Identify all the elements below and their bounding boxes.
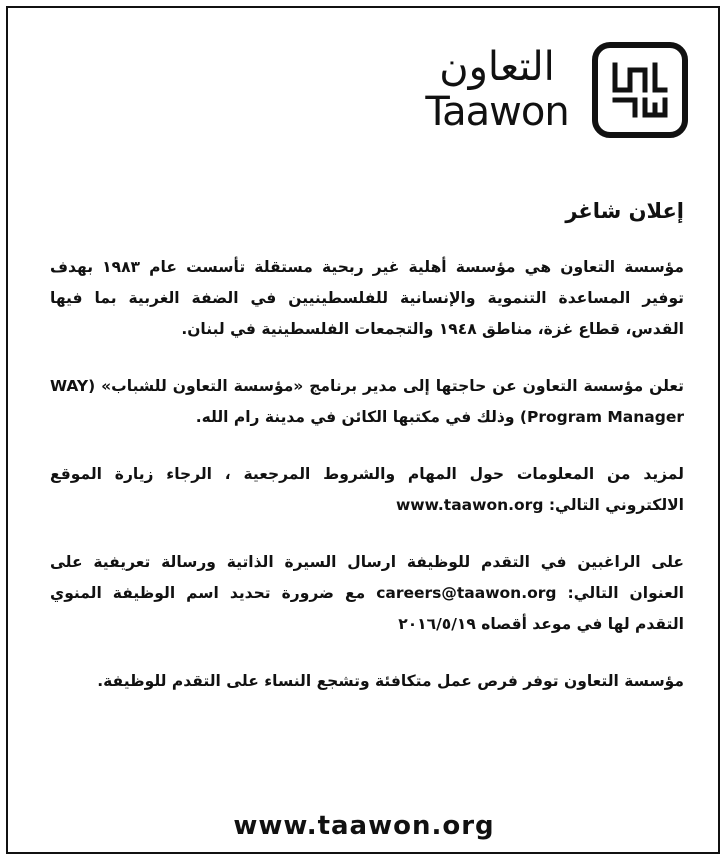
apply-paragraph [50,547,684,640]
website-link[interactable]: www.taawon.org [395,496,544,514]
taawon-logo [398,42,688,138]
ad-body [50,196,684,723]
info-text: لمزيد من المعلومات حول المهام والشروط المرجعية ، الرجاء زيارة الموقع الالكتروني التالي: [50,465,684,514]
logo-latin-wordmark: Taawon [425,89,569,135]
vacancy-headline: إعلان شاغر [565,199,684,223]
apply-text-end: مع ضرورة تحديد اسم الوظيفة المنوي التقدم لها في موعد أقصاه ٢٠١٦/٥/١٩ [50,584,684,633]
announcement-paragraph [50,371,684,433]
about-paragraph: مؤسسة التعاون هي مؤسسة أهلية غير ربحية مستقلة تأسست عام ١٩٨٣ بهدف توفير المساعدة التنموية والإنسانية للفلسطينيين في الضفة الغربية بما فيها القدس، قطاع غزة، مناطق ١٩٤٨ والتجمعات الفلسطينية في لبنان. [50,258,684,338]
logo-arabic-wordmark: التعاون [439,44,555,90]
footer-website-link[interactable]: www.taawon.org [233,811,495,841]
equal-opportunity-paragraph: مؤسسة التعاون توفر فرص عمل متكافئة وتشجع النساء على التقدم للوظيفة. [97,672,684,690]
careers-email-link[interactable]: careers@taawon.org [376,584,557,602]
kufic-pattern-icon [610,60,670,120]
info-paragraph [50,459,684,521]
apply-text-start: على الراغبين في التقدم للوظيفة ارسال السيرة الذاتية ورسالة تعريفية على العنوان التالي: [50,553,684,602]
announcement-text-end: ) وذلك في مكتبها الكائن في مدينة رام الله. [195,408,527,426]
taawon-square-kufic-mark-icon [592,42,688,138]
announcement-text-start: تعلن مؤسسة التعاون عن حاجتها إلى مدير برنامج «مؤسسة التعاون للشباب» ( [88,377,684,395]
position-title-en: WAY Program Manager [50,377,684,426]
